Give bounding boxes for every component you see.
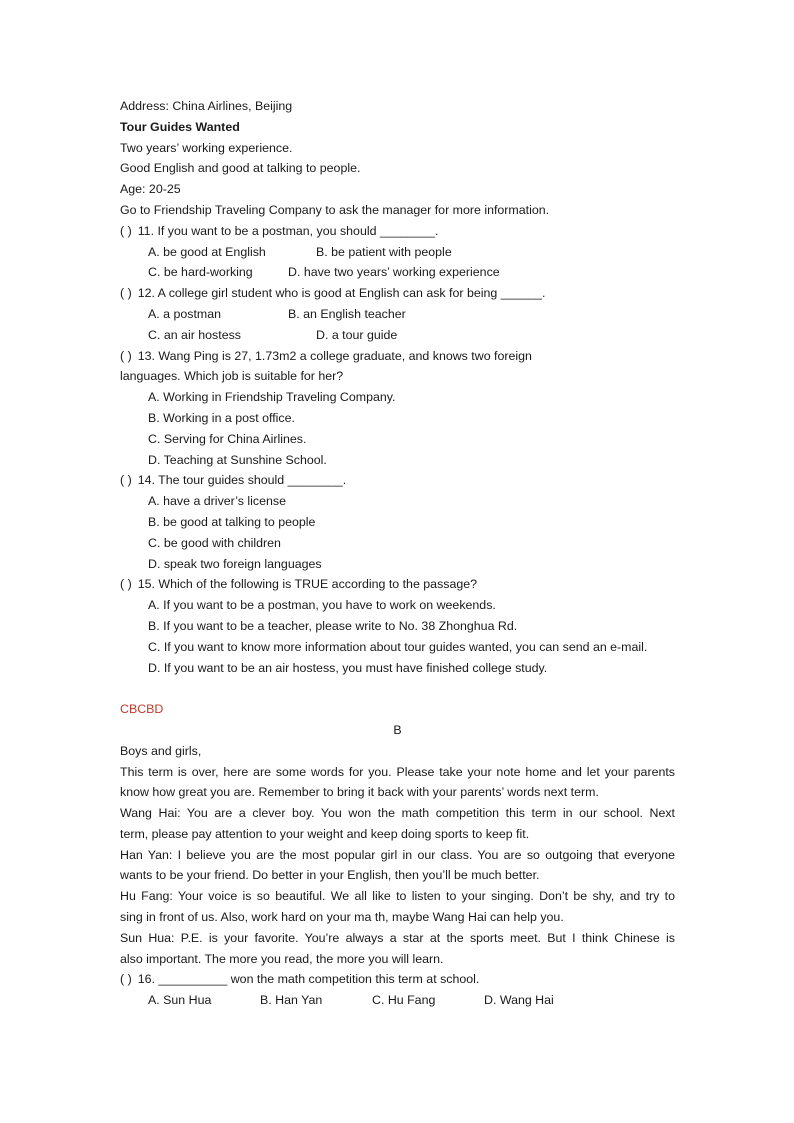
option-a: A. be good at English xyxy=(148,244,266,259)
question-stem: 14. The tour guides should ________. xyxy=(137,473,347,488)
question-13 xyxy=(120,346,675,367)
question-stem-continued: languages. Which job is suitable for her? xyxy=(120,369,344,384)
question-stem: 13. Wang Ping is 27, 1.73m2 a college graduate, and knows two foreign xyxy=(137,348,532,363)
ad-line: Good English and good at talking to people. xyxy=(120,161,361,176)
answer-bracket: ( ) xyxy=(120,577,132,592)
option-a: A. Sun Hua xyxy=(148,993,212,1008)
ad-line: Age: 20-25 xyxy=(120,182,181,197)
paragraph-line: sing in front of us. Also, work hard on your ma th, maybe Wang Hai can help you. xyxy=(120,910,564,925)
section-heading: B xyxy=(393,722,402,737)
answer-bracket: ( ) xyxy=(120,473,132,488)
option-d: D. speak two foreign languages xyxy=(148,556,322,571)
paragraph-line: Wang Hai: You are a clever boy. You won the math competition this term in our school. Next xyxy=(120,806,675,821)
option-a: A. have a driver’s license xyxy=(148,494,286,509)
option-b: B. be patient with people xyxy=(316,244,452,259)
paragraph-line: term, please pay attention to your weight and keep doing sports to keep fit. xyxy=(120,826,530,841)
question-stem: 12. A college girl student who is good at English can ask for being ______. xyxy=(137,286,546,301)
question-11 xyxy=(120,221,675,242)
document-content xyxy=(120,96,675,1011)
paragraph-line: know how great you are. Remember to bring it back with your parents’ words next term. xyxy=(120,785,599,800)
option-a: A. If you want to be a postman, you have to work on weekends. xyxy=(148,598,496,613)
options-row xyxy=(120,262,675,283)
question-12 xyxy=(120,283,675,304)
option-c: C. be hard-working xyxy=(148,265,253,280)
ad-address: Address: China Airlines, Beijing xyxy=(120,99,293,113)
options-row xyxy=(120,990,675,1011)
question-16 xyxy=(120,969,675,990)
option-d: D. have two years’ working experience xyxy=(288,265,500,280)
question-15 xyxy=(120,574,675,595)
option-a: A. a postman xyxy=(148,306,222,321)
options-row xyxy=(120,242,675,263)
paragraph-line: Hu Fang: Your voice is so beautiful. We all like to listen to your singing. Don’t be shy, and try to xyxy=(120,889,675,904)
ad-title: Tour Guides Wanted xyxy=(120,119,240,134)
paragraph-line: Sun Hua: P.E. is your favorite. You’re always a star at the sports meet. But I think Chinese is xyxy=(120,930,675,945)
answer-bracket: ( ) xyxy=(120,286,132,301)
ad-line: Go to Friendship Traveling Company to ask the manager for more information. xyxy=(120,202,550,217)
answer-key: CBCBD xyxy=(120,702,164,717)
option-c: C. an air hostess xyxy=(148,327,241,342)
options-row xyxy=(120,304,675,325)
option-a: A. Working in Friendship Traveling Company. xyxy=(148,390,396,405)
question-stem: 15. Which of the following is TRUE according to the passage? xyxy=(137,577,478,592)
paragraph-line: wants to be your friend. Do better in your English, then you’ll be much better. xyxy=(120,868,540,883)
option-c: C. Serving for China Airlines. xyxy=(148,431,307,446)
option-c: C. Hu Fang xyxy=(372,993,436,1008)
answer-bracket: ( ) xyxy=(120,972,132,987)
question-stem: 11. If you want to be a postman, you should ________. xyxy=(137,223,439,238)
answer-bracket: ( ) xyxy=(120,223,132,238)
paragraph-line: also important. The more you read, the more you will learn. xyxy=(120,951,444,966)
spacer xyxy=(120,678,675,699)
option-b: B. Working in a post office. xyxy=(148,410,295,425)
option-b: B. an English teacher xyxy=(288,306,406,321)
option-c: C. If you want to know more information about tour guides wanted, you can send an e-mail. xyxy=(148,639,648,654)
option-c: C. be good with children xyxy=(148,535,281,550)
question-14 xyxy=(120,470,675,491)
options-row xyxy=(120,325,675,346)
option-d: D. Teaching at Sunshine School. xyxy=(148,452,327,467)
option-b: B. be good at talking to people xyxy=(148,514,316,529)
ad-line: Two years’ working experience. xyxy=(120,140,293,155)
option-d: D. If you want to be an air hostess, you must have finished college study. xyxy=(148,660,548,675)
option-d: D. a tour guide xyxy=(316,327,398,342)
paragraph-line: Han Yan: I believe you are the most popular girl in our class. You are so outgoing that everyone xyxy=(120,847,675,862)
paragraph-line: This term is over, here are some words for you. Please take your note home and let your parents xyxy=(120,764,675,779)
option-b: B. Han Yan xyxy=(260,993,323,1008)
option-b: B. If you want to be a teacher, please write to No. 38 Zhonghua Rd. xyxy=(148,618,518,633)
option-d: D. Wang Hai xyxy=(484,993,554,1008)
letter-greeting: Boys and girls, xyxy=(120,743,202,758)
question-stem: 16. __________ won the math competition this term at school. xyxy=(137,972,480,987)
answer-bracket: ( ) xyxy=(120,348,132,363)
